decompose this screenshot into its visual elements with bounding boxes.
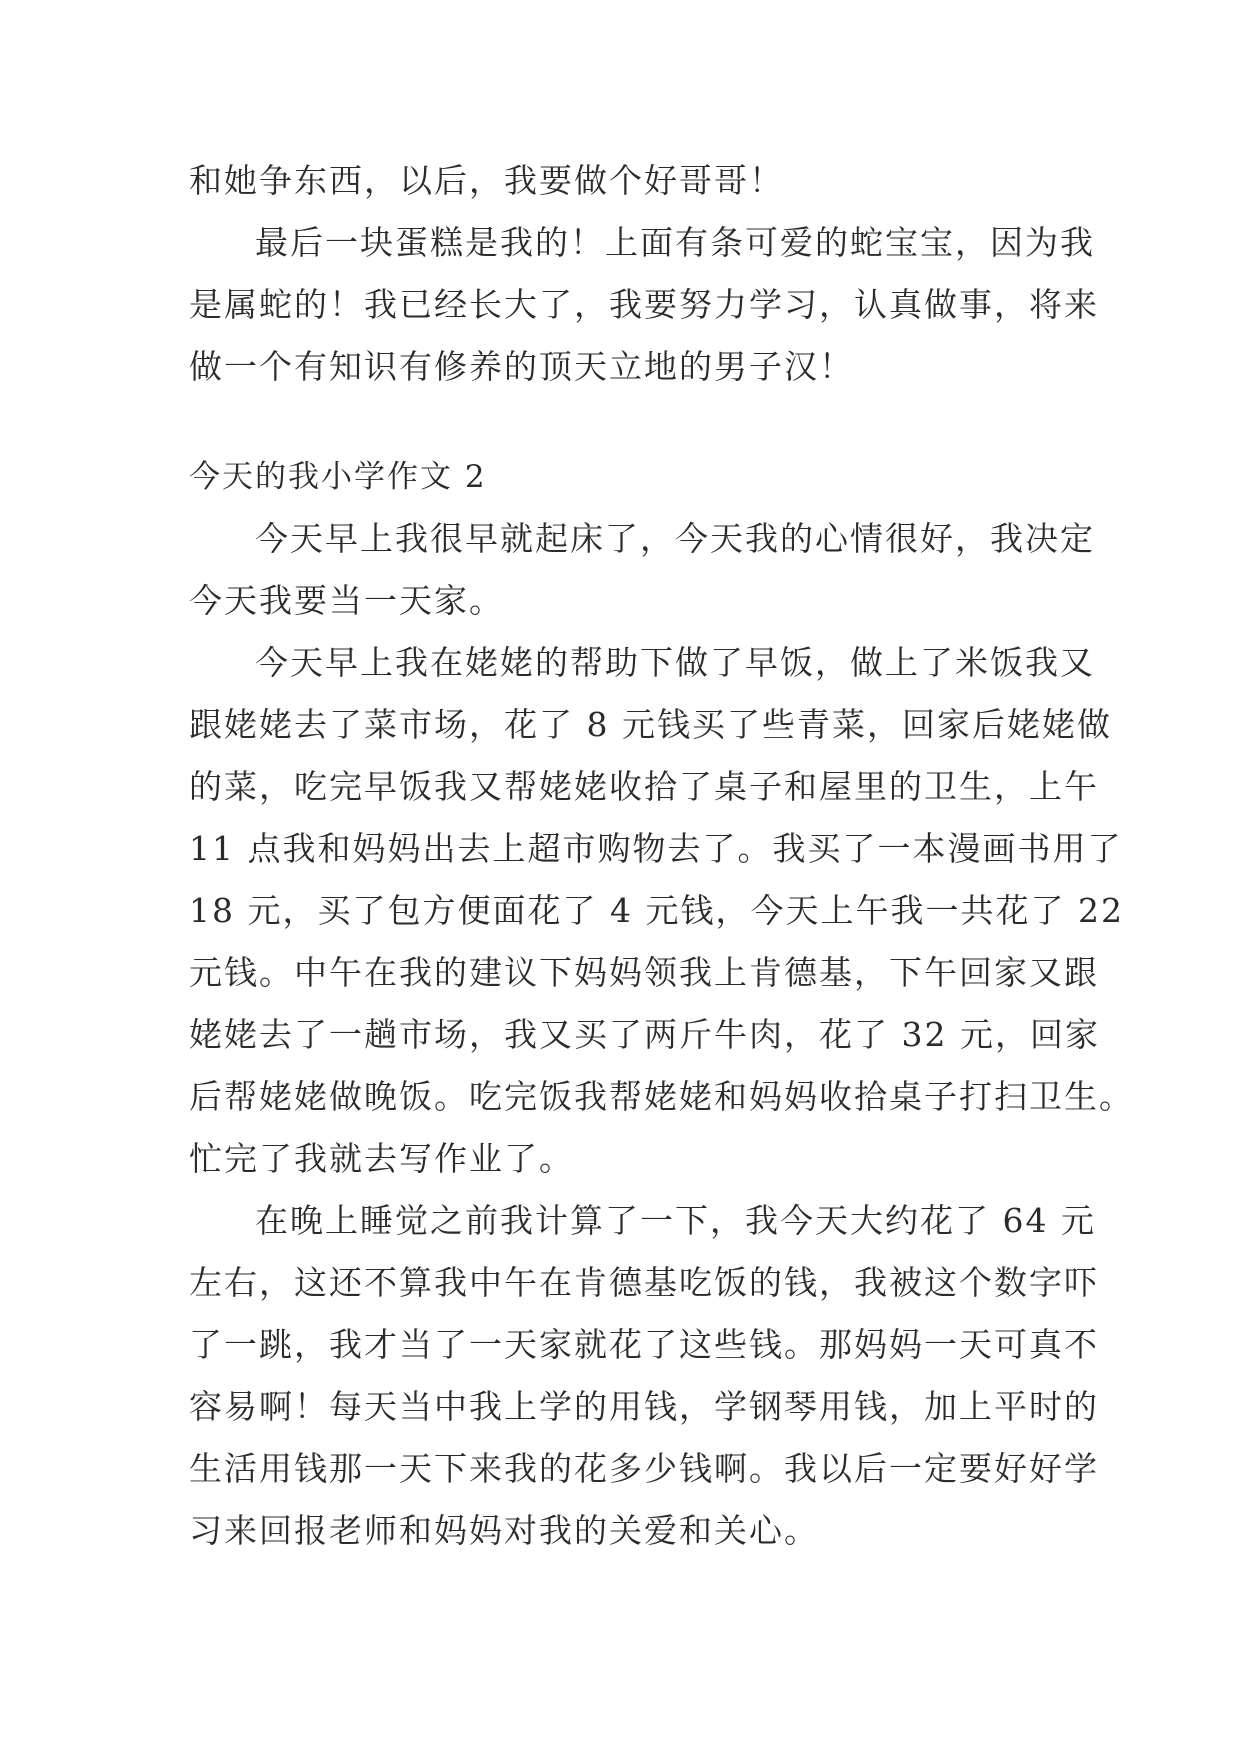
text-line: 今天早上我很早就起床了，今天我的心情很好，我决定 bbox=[255, 519, 1095, 558]
text-line: 跟姥姥去了菜市场，花了 8 元钱买了些青菜，回家后姥姥做 bbox=[189, 705, 1112, 744]
text-line: 后帮姥姥做晚饭。吃完饭我帮姥姥和妈妈收拾桌子打扫卫生。 bbox=[189, 1077, 1134, 1116]
paragraph-day-activities bbox=[189, 632, 1134, 1190]
continuation-paragraph bbox=[189, 150, 1059, 212]
paragraph-reflection bbox=[189, 1190, 1099, 1562]
text-line: 姥姥去了一趟市场，我又买了两斤牛肉，花了 32 元，回家 bbox=[189, 1015, 1100, 1054]
text-line: 元钱。中午在我的建议下妈妈领我上肯德基，下午回家又跟 bbox=[189, 953, 1099, 992]
text-line: 习来回报老师和妈妈对我的关爱和关心。 bbox=[189, 1511, 819, 1550]
text-line: 和她争东西，以后，我要做个好哥哥！ bbox=[189, 161, 784, 200]
text-line: 在晚上睡觉之前我计算了一下，我今天大约花了 64 元 bbox=[255, 1201, 1096, 1240]
text-line: 最后一块蛋糕是我的！上面有条可爱的蛇宝宝，因为我 bbox=[255, 223, 1095, 262]
text-line: 的菜，吃完早饭我又帮姥姥收拾了桌子和屋里的卫生，上午 bbox=[189, 767, 1099, 806]
text-line: 今天我要当一天家。 bbox=[189, 581, 504, 620]
text-line: 忙完了我就去写作业了。 bbox=[189, 1139, 574, 1178]
text-line: 做一个有知识有修养的顶天立地的男子汉！ bbox=[189, 347, 854, 386]
text-line: 了一跳，我才当了一天家就花了这些钱。那妈妈一天可真不 bbox=[189, 1325, 1099, 1364]
text-line: 左右，这还不算我中午在肯德基吃饭的钱，我被这个数字吓 bbox=[189, 1263, 1099, 1302]
text-line: 是属蛇的！我已经长大了，我要努力学习，认真做事，将来 bbox=[189, 285, 1099, 324]
document-page bbox=[189, 150, 1134, 1562]
section-title: 今天的我小学作文 2 bbox=[189, 459, 487, 495]
text-line: 18 元，买了包方便面花了 4 元钱，今天上午我一共花了 22 bbox=[189, 891, 1124, 930]
paragraph-morning bbox=[189, 508, 1095, 632]
paragraph-birthday-cake bbox=[189, 212, 1099, 398]
text-line: 11 点我和妈妈出去上超市购物去了。我买了一本漫画书用了 bbox=[189, 829, 1123, 868]
text-line: 容易啊！每天当中我上学的用钱，学钢琴用钱，加上平时的 bbox=[189, 1387, 1099, 1426]
text-line: 今天早上我在姥姥的帮助下做了早饭，做上了米饭我又 bbox=[255, 643, 1095, 682]
text-line: 生活用钱那一天下来我的花多少钱啊。我以后一定要好好学 bbox=[189, 1449, 1099, 1488]
